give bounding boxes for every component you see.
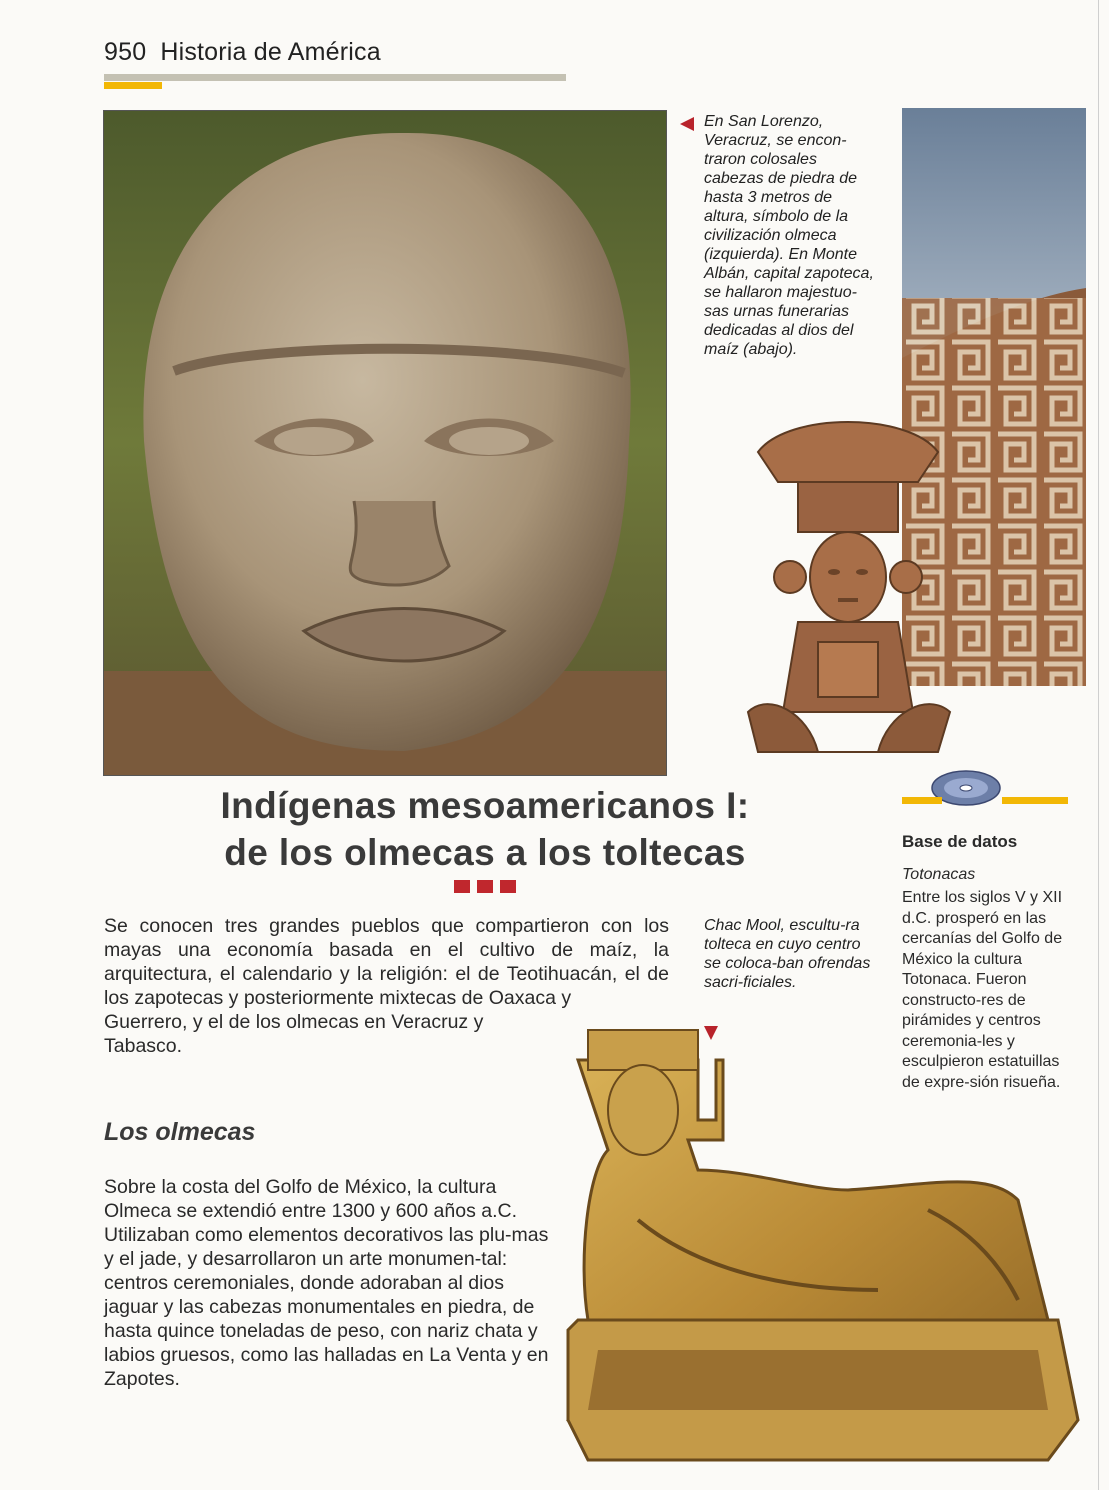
intro-paragraph-end: Guerrero, y el de los olmecas en Veracruz y Tabasco. xyxy=(104,1011,484,1057)
section-paragraph: Sobre la costa del Golfo de México, la cultura Olmeca se extendió entre 1300 y 600 años a.C. Utilizaban como elementos decorativos las plu-mas y el jade, y desarrollaron un arte monumen-tal: centros ceremoniales, donde adoraban al dios jaguar y las cabezas monumentales en piedra, de hasta quince toneladas de peso, con nariz chata y labios gruesos, como las halladas en La Venta y en Zapotes. xyxy=(104,1176,549,1390)
sidebar-heading: Base de datos xyxy=(902,832,1018,851)
page-edge xyxy=(1098,0,1099,1490)
header-rule-gray xyxy=(104,74,566,81)
olmec-head-photo xyxy=(103,110,667,776)
ornament-square xyxy=(454,880,470,893)
article-title xyxy=(130,782,840,876)
ornament-square xyxy=(477,880,493,893)
sidebar-text: Entre los siglos V y XII d.C. prosperó en las cercanías del Golfo de México la cultura Totonaca. Fueron constructo-res de pirámides y centros ceremonia-les y esculpieron estatuillas de expre-sión risueña. xyxy=(902,889,1063,1091)
title-ornament xyxy=(454,880,518,894)
sidebar-rule-left xyxy=(902,797,942,804)
caption-chac-mool: Chac Mool, escultu-ra tolteca en cuyo centro se coloca-ban ofrendas sacri-ficiales. xyxy=(704,917,871,991)
title-line-1: Indígenas mesoamericanos I: xyxy=(220,785,750,826)
header-rule-yellow xyxy=(104,82,162,89)
sidebar-rule-right xyxy=(1002,797,1068,804)
intro-paragraph: Se conocen tres grandes pueblos que compartieron con los mayas una economía basada en el cultivo de maíz, la arquitectura, el calendario y la religión: el de Teotihuacán, el de los zapotecas y posteriormente mixtecas de Oaxaca y xyxy=(104,915,669,1009)
section-heading: Los olmecas xyxy=(104,1118,256,1146)
sidebar-subheading: Totonacas xyxy=(902,866,976,883)
ornament-square xyxy=(500,880,516,893)
zapotec-urn-photo xyxy=(728,412,968,772)
title-line-2: de los olmecas a los toltecas xyxy=(224,832,746,873)
page-number: 950 xyxy=(104,38,147,66)
caption-pointer-left xyxy=(680,117,694,131)
caption-olmec-zapotec: En San Lorenzo, Veracruz, se encon-traron colosales cabezas de piedra de hasta 3 metros de altura, símbolo de la civilización olmeca (izquierda). En Monte Albán, capital zapoteca, se hallaron majestuo-sas urnas funerarias dedicadas al dios del maíz (abajo). xyxy=(704,113,874,358)
running-header xyxy=(104,38,381,67)
section-title: Historia de América xyxy=(160,38,381,66)
